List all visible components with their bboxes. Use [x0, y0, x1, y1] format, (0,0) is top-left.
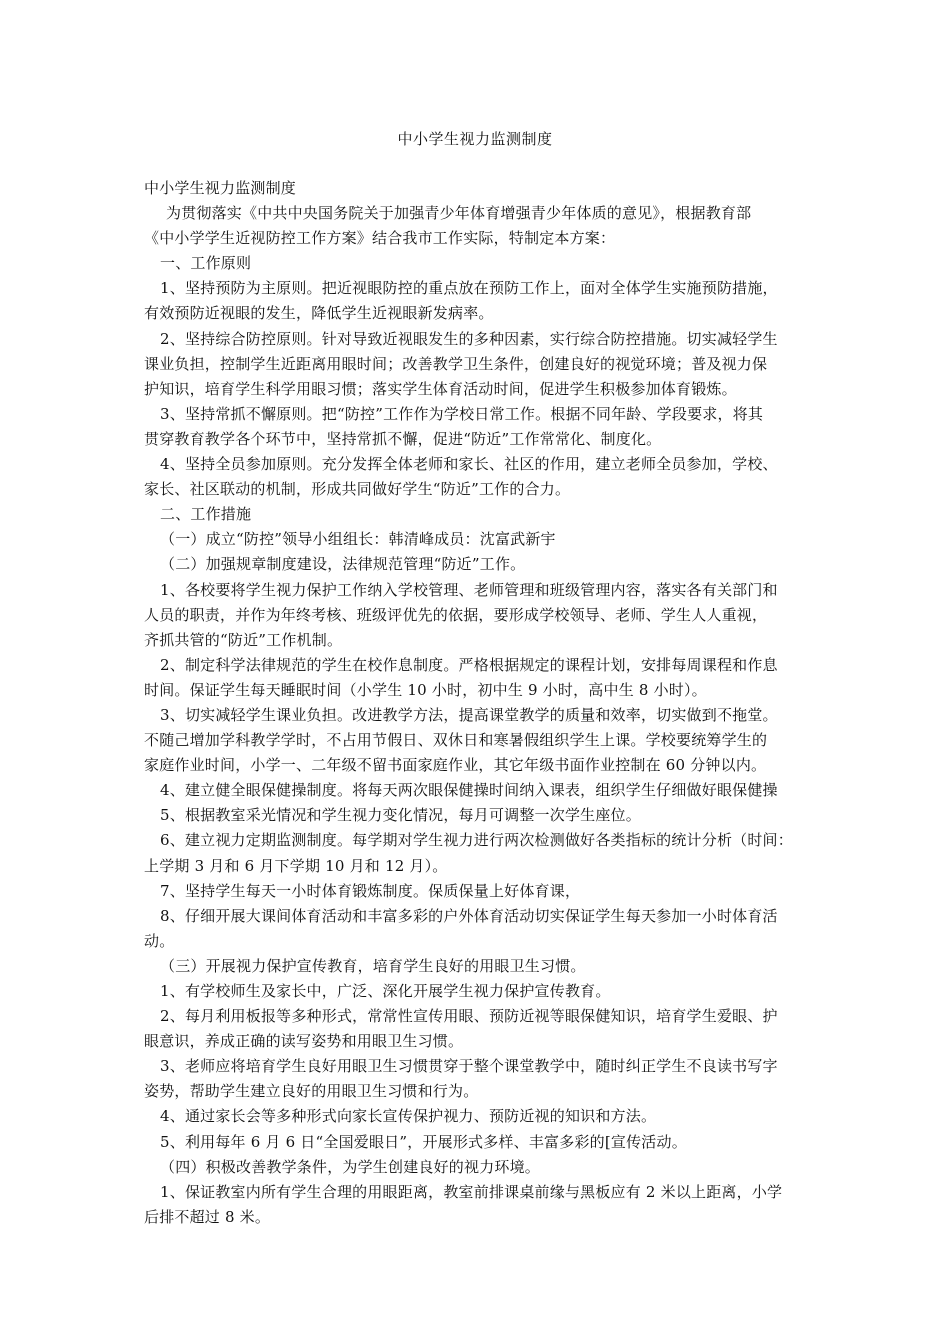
text-line: （四）积极改善教学条件，为学生创建良好的视力环境。 [160, 1157, 541, 1176]
text-line: 1、坚持预防为主原则。把近视眼防控的重点放在预防工作上，面对全体学生实施预防措施， [160, 279, 778, 298]
text-line: 2、坚持综合防控原则。针对导致近视眼发生的多种因素，实行综合防控措施。切实减轻学生 [160, 329, 778, 348]
text-line: 2、每月利用板报等多种形式，常常性宣传用眼、预防近视等眼保健知识，培育学生爱眼、护 [160, 1007, 778, 1026]
text-line: 中小学生视力监测制度 [144, 179, 297, 197]
text-line: 上学期 3 月和 6 月下学期 10 月和 12 月）。 [144, 856, 448, 875]
text-line: 7、坚持学生每天一小时体育锻炼制度。保质保量上好体育课， [160, 881, 581, 900]
text-line: 1、有学校师生及家长中，广泛、深化开展学生视力保护宣传教育。 [160, 982, 611, 1000]
text-line: 3、切实减轻学生课业负担。改进教学方法，提高课堂教学的质量和效率，切实做到不拖堂。 [160, 705, 778, 724]
text-line: 2、制定科学法律规范的学生在校作息制度。严格根据规定的课程计划，安排每周课程和作息 [160, 655, 778, 674]
text-line: 护知识，培育学生科学用眼习惯；落实学生体育活动时间，促进学生积极参加体育锻炼。 [144, 379, 737, 398]
text-line: 4、建立健全眼保健操制度。将每天两次眼保健操时间纳入课表，组织学生仔细做好眼保健操 [160, 781, 778, 800]
text-line: 时间。保证学生每天睡眠时间（小学生 10 小时，初中生 9 小时，高中生 8 小时）。 [144, 680, 707, 699]
document-body [144, 176, 820, 1230]
text-line: 《中小学学生近视防控工作方案》结合我市工作实际，特制定本方案： [144, 229, 616, 248]
text-line: 3、坚持常抓不懈原则。把“防控”工作作为学校日常工作。根据不同年龄、学段要求，将其 [160, 404, 764, 423]
text-line: 6、建立视力定期监测制度。每学期对学生视力进行两次检测做好各类指标的统计分析（时间： [160, 831, 793, 850]
text-line: 有效预防近视眼的发生，降低学生近视眼新发病率。 [144, 304, 494, 323]
text-line: 动。 [144, 931, 175, 950]
text-line: 课业负担，控制学生近距离用眼时间；改善教学卫生条件，创建良好的视觉环境；普及视力保 [144, 354, 768, 373]
text-line: 后排不超过 8 米。 [144, 1207, 271, 1226]
text-line: 眼意识，养成正确的读写姿势和用眼卫生习惯。 [144, 1032, 464, 1051]
text-line: 4、坚持全员参加原则。充分发挥全体老师和家长、社区的作用，建立老师全员参加，学校、 [160, 455, 778, 474]
text-line: 家庭作业时间，小学一、二年级不留书面家庭作业，其它年级书面作业控制在 60 分钟以内。 [144, 756, 767, 775]
text-line: 5、根据教室采光情况和学生视力变化情况，每月可调整一次学生座位。 [160, 806, 641, 825]
text-line: 二、工作措施 [160, 505, 252, 524]
text-line: 贯穿教育教学各个环节中，坚持常抓不懈，促进“防近”工作常常化、制度化。 [144, 429, 662, 448]
text-line: 姿势，帮助学生建立良好的用眼卫生习惯和行为。 [144, 1082, 479, 1101]
text-line: 3、老师应将培育学生良好用眼卫生习惯贯穿于整个课堂教学中，随时纠正学生不良读书写字 [160, 1057, 778, 1076]
text-line: 8、仔细开展大课间体育活动和丰富多彩的户外体育活动切实保证学生每天参加一小时体育活 [160, 906, 778, 925]
text-line: 家长、社区联动的机制，形成共同做好学生“防近”工作的合力。 [144, 480, 571, 499]
text-line: （三）开展视力保护宣传教育，培育学生良好的用眼卫生习惯。 [160, 956, 586, 975]
text-line: 为贯彻落实《中共中央国务院关于加强青少年体育增强青少年体质的意见》，根据教育部 [166, 204, 752, 223]
text-line: 4、通过家长会等多种形式向家长宣传保护视力、预防近视的知识和方法。 [160, 1107, 657, 1126]
text-line: 不随己增加学科教学学时，不占用节假日、双休日和寒暑假组织学生上课。学校要统筹学生的 [144, 731, 768, 750]
text-line: 5、利用每年 6 月 6 日“全国爱眼日”，开展形式多样、丰富多彩的[宣传活动。 [160, 1132, 687, 1151]
text-line: （二）加强规章制度建设，法律规范管理“防近”工作。 [160, 555, 526, 574]
text-line: 齐抓共管的“防近”工作机制。 [144, 630, 343, 649]
text-line: （一）成立“防控”领导小组组长：韩清峰成员：沈富武新宇 [160, 530, 556, 549]
text-line: 一、工作原则 [160, 254, 252, 273]
page-title: 中小学生视力监测制度 [397, 130, 553, 148]
text-line: 人员的职责，并作为年终考核、班级评优先的依据，要形成学校领导、老师、学生人人重视， [144, 605, 768, 624]
text-line: 1、保证教室内所有学生合理的用眼距离，教室前排课桌前缘与黑板应有 2 米以上距离，小学 [160, 1182, 783, 1201]
text-line: 1、各校要将学生视力保护工作纳入学校管理、老师管理和班级管理内容，落实各有关部门和 [160, 580, 778, 599]
